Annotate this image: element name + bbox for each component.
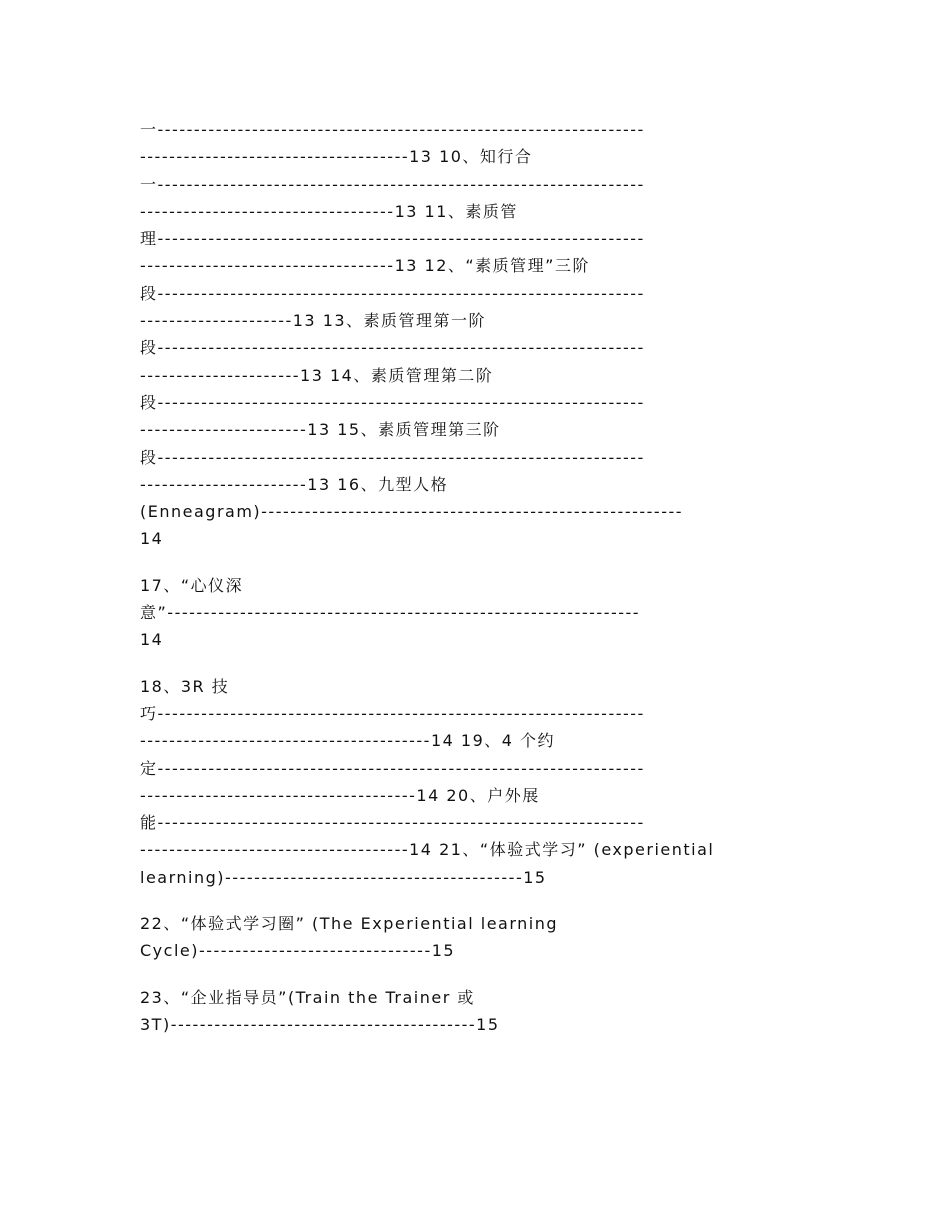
toc-line: 22、“体验式学习圈” (The Experiential learning bbox=[140, 914, 559, 934]
toc-line: 定------------------------------------------------------------------- bbox=[140, 758, 645, 778]
toc-line: -----------------------------------13 11、素质管 bbox=[140, 201, 518, 221]
toc-line: 段------------------------------------------------------------------- bbox=[140, 338, 645, 358]
toc-line: -----------------------------------13 12、“素质管理”三阶 bbox=[140, 256, 590, 276]
paragraph-gap bbox=[140, 891, 812, 910]
toc-line: Cycle)--------------------------------15 bbox=[140, 941, 456, 961]
toc-line: 段------------------------------------------------------------------- bbox=[140, 447, 645, 467]
paragraph-gap bbox=[140, 965, 812, 984]
toc-line: 14 bbox=[140, 529, 164, 549]
table-of-contents bbox=[140, 116, 812, 1038]
toc-line: 理------------------------------------------------------------------- bbox=[140, 229, 645, 249]
toc-line: ----------------------------------------14 19、4 个约 bbox=[140, 731, 556, 751]
toc-line: 17、“心仪深 bbox=[140, 575, 244, 595]
toc-line: 段------------------------------------------------------------------- bbox=[140, 392, 645, 412]
toc-line: -----------------------13 16、九型人格 bbox=[140, 474, 449, 494]
toc-line: 意”----------------------------------------------------------------- bbox=[140, 603, 641, 623]
toc-line: learning)-----------------------------------------15 bbox=[140, 867, 547, 887]
toc-line: 能------------------------------------------------------------------- bbox=[140, 813, 645, 833]
toc-line: 18、3R 技 bbox=[140, 676, 230, 696]
toc-line: -------------------------------------13 10、知行合 bbox=[140, 147, 533, 167]
toc-line: ---------------------13 13、素质管理第一阶 bbox=[140, 311, 487, 331]
toc-line: 14 bbox=[140, 630, 164, 650]
toc-page bbox=[140, 116, 812, 1038]
toc-line: 巧------------------------------------------------------------------- bbox=[140, 703, 645, 723]
toc-line: -----------------------13 15、素质管理第三阶 bbox=[140, 420, 501, 440]
toc-line: 一------------------------------------------------------------------- bbox=[140, 174, 645, 194]
toc-line: 一------------------------------------------------------------------- bbox=[140, 120, 645, 139]
paragraph-gap bbox=[140, 553, 812, 572]
toc-line: 23、“企业指导员”(Train the Trainer 或 bbox=[140, 987, 475, 1007]
toc-line: --------------------------------------14 20、户外展 bbox=[140, 785, 540, 805]
toc-line: ----------------------13 14、素质管理第二阶 bbox=[140, 365, 494, 385]
toc-line: 3T)------------------------------------------15 bbox=[140, 1014, 500, 1034]
paragraph-gap bbox=[140, 654, 812, 673]
toc-line: 段------------------------------------------------------------------- bbox=[140, 283, 645, 303]
toc-line: -------------------------------------14 21、“体验式学习” (experiential bbox=[140, 840, 715, 860]
toc-line: (Enneagram)---------------------------------------------------------- bbox=[140, 502, 684, 522]
